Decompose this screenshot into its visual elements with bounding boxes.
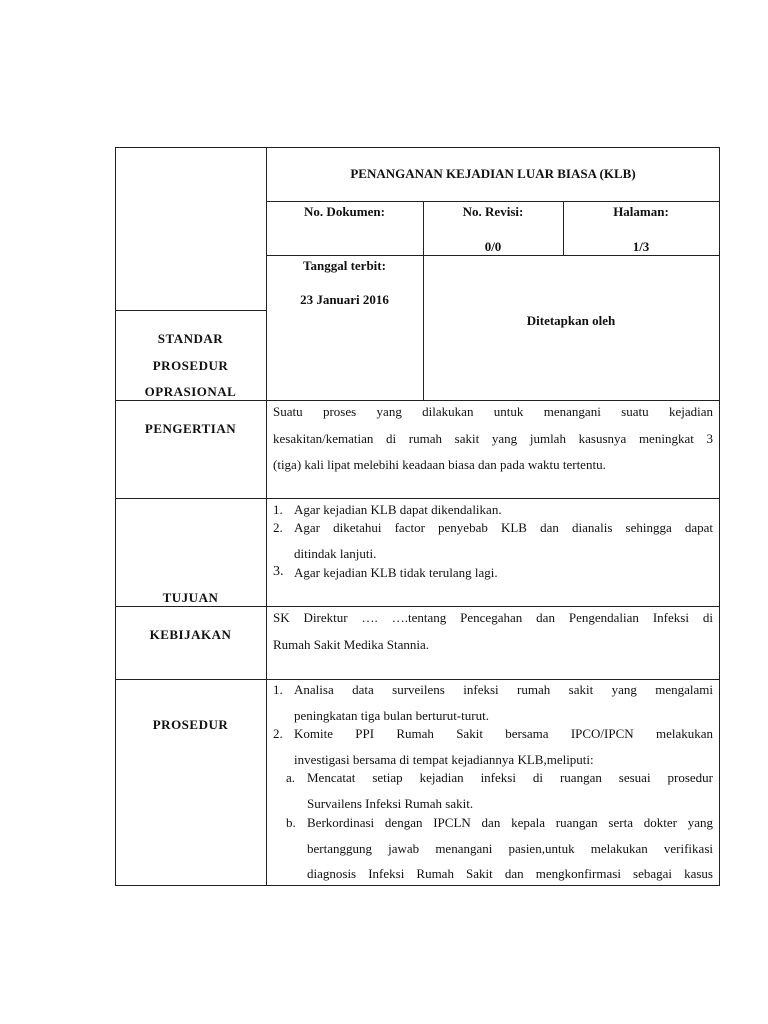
prosedur-sub-a-line-1: Mencatat setiap kejadian infeksi di ruangan sesuai prosedur	[307, 770, 713, 785]
header-bottom-divider	[115, 400, 720, 401]
no-revisi-label: No. Revisi:	[462, 204, 524, 219]
sop-label-line2: PROSEDUR	[152, 358, 229, 373]
tujuan-item-1: Agar kejadian KLB dapat dikendalikan.	[294, 502, 502, 517]
prosedur-letter-a: a.	[286, 770, 296, 785]
prosedur-item-2-line-1: Komite PPI Rumah Sakit bersama IPCO/IPCN melakukan	[294, 726, 713, 741]
halaman-label: Halaman:	[613, 204, 669, 219]
pengertian-line-3: (tiga) kali lipat melebihi keadaan biasa dan pada waktu tertentu.	[273, 457, 606, 472]
sop-label-line3: OPRASIONAL	[144, 384, 237, 399]
table-border-left	[115, 147, 116, 886]
docno-column-divider	[423, 201, 424, 400]
tanggal-terbit-label: Tanggal terbit:	[303, 258, 386, 273]
tujuan-item-2-line-1: Agar diketahui factor penyebab KLB dan dianalis sehingga dapat	[294, 520, 713, 535]
table-border-top	[115, 147, 720, 148]
pengertian-line-2: kesakitan/kematian di rumah sakit yang jumlah kasusnya meningkat 3	[273, 431, 713, 446]
tujuan-number-2: 2.	[273, 520, 283, 535]
prosedur-sub-a-line-2: Survailens Infeksi Rumah sakit.	[307, 796, 474, 811]
prosedur-sub-b-line-2: bertanggung jawab menangani pasien,untuk melakukan verifikasi	[307, 841, 713, 856]
prosedur-label: PROSEDUR	[152, 717, 229, 732]
kebijakan-label: KEBIJAKAN	[149, 627, 232, 642]
label-column-divider	[266, 147, 267, 886]
no-dokumen-label: No. Dokumen:	[304, 204, 385, 219]
table-border-bottom	[115, 885, 720, 886]
tujuan-item-2-line-2: ditindak lanjuti.	[294, 546, 377, 561]
tujuan-label: TUJUAN	[162, 590, 219, 605]
prosedur-item-2-line-2: investigasi bersama di tempat kejadiannya KLB,meliputi:	[294, 752, 594, 767]
kebijakan-row-divider	[115, 679, 720, 680]
kebijakan-line-1: SK Direktur …. ….tentang Pencegahan dan Pengendalian Infeksi di	[273, 610, 713, 625]
ditetapkan-oleh: Ditetapkan oleh	[526, 313, 616, 328]
prosedur-sub-b-line-3: diagnosis Infeksi Rumah Sakit dan mengkonfirmasi sebagai kasus	[307, 866, 713, 881]
tujuan-number-3: 3.	[273, 564, 284, 579]
title-row-divider	[266, 201, 720, 202]
tujuan-number-1: 1.	[273, 502, 283, 517]
prosedur-letter-b: b.	[286, 815, 296, 830]
kebijakan-line-2: Rumah Sakit Medika Stannia.	[273, 637, 429, 652]
prosedur-item-1-line-2: peningkatan tiga bulan berturut-turut.	[294, 708, 489, 723]
table-border-right	[719, 147, 720, 886]
halaman-value: 1/3	[632, 239, 650, 254]
pengertian-line-1: Suatu proses yang dilakukan untuk menangani suatu kejadian	[273, 404, 713, 419]
tujuan-item-3: Agar kejadian KLB tidak terulang lagi.	[294, 565, 498, 580]
docinfo-row-divider	[266, 255, 720, 256]
prosedur-number-1: 1.	[273, 682, 283, 697]
sop-label-line1: STANDAR	[157, 331, 224, 346]
tujuan-row-divider	[115, 606, 720, 607]
prosedur-item-1-line-1: Analisa data surveilens infeksi rumah sakit yang mengalami	[294, 682, 713, 697]
document-title: PENANGANAN KEJADIAN LUAR BIASA (KLB)	[350, 166, 636, 181]
pengertian-label: PENGERTIAN	[144, 421, 237, 436]
logo-sop-divider	[115, 310, 266, 311]
prosedur-sub-b-line-1: Berkordinasi dengan IPCLN dan kepala ruangan serta dokter yang	[307, 815, 713, 830]
no-revisi-value: 0/0	[484, 239, 502, 254]
tanggal-terbit-value: 23 Januari 2016	[300, 292, 389, 307]
pengertian-row-divider	[115, 498, 720, 499]
prosedur-number-2: 2.	[273, 726, 283, 741]
